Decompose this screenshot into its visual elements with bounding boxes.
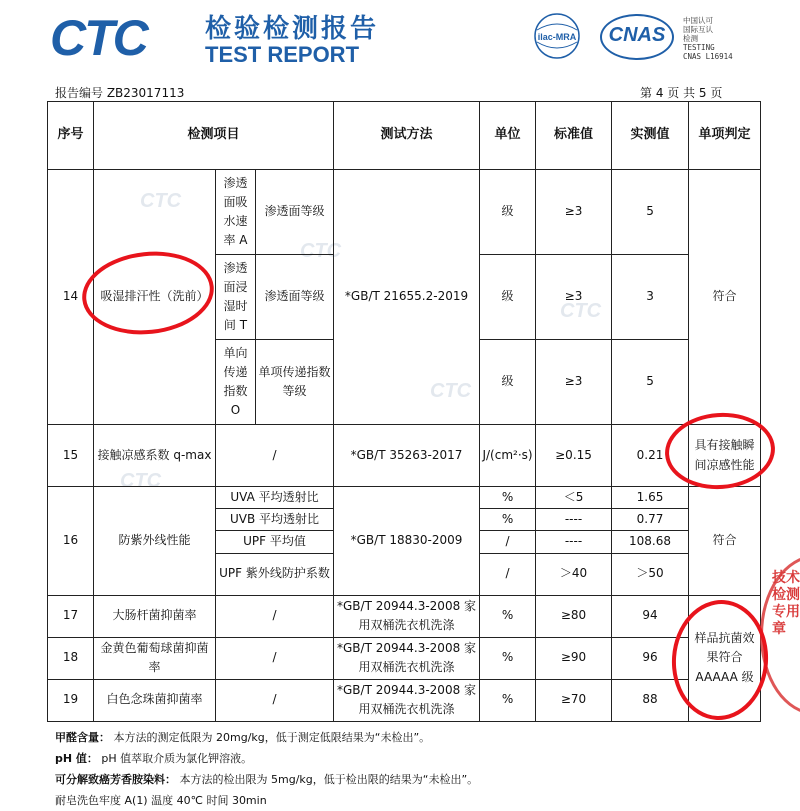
- cell-subitem: /: [216, 595, 334, 637]
- cell-subitem: UPF 平均值: [216, 531, 334, 553]
- cnas-info-line: 检测: [683, 34, 698, 43]
- cell-unit: /: [480, 531, 536, 553]
- table-row: [48, 425, 761, 487]
- header-verdict: 单项判定: [689, 102, 761, 170]
- cell-measured: 5: [612, 170, 689, 255]
- cell-unit: %: [480, 637, 536, 679]
- footnote-label: 甲醛含量：: [55, 731, 110, 744]
- cell-unit: 级: [480, 340, 536, 425]
- cell-subitem: 渗透面浸湿时间 T: [216, 255, 256, 340]
- ctc-watermark: CTC: [560, 300, 602, 322]
- cell-method: *GB/T 35263-2017: [334, 425, 480, 487]
- cell-item: 白色念珠菌抑菌率: [94, 679, 216, 721]
- footnotes: [55, 727, 765, 811]
- cell-no: 14: [48, 170, 94, 425]
- cell-unit: %: [480, 595, 536, 637]
- cell-unit: %: [480, 679, 536, 721]
- cell-no: 15: [48, 425, 94, 487]
- cell-subitem: UVB 平均透射比: [216, 509, 334, 531]
- cell-unit: %: [480, 509, 536, 531]
- cell-unit: 级: [480, 170, 536, 255]
- header-unit: 单位: [480, 102, 536, 170]
- report-title-en: TEST REPORT: [205, 42, 360, 67]
- cell-standard: ≥70: [536, 679, 612, 721]
- cell-subitem: UPF 紫外线防护系数: [216, 553, 334, 595]
- cell-subitem: 单向传递指数 O: [216, 340, 256, 425]
- cell-measured: 1.65: [612, 487, 689, 509]
- cnas-info-line: 国际互认: [683, 25, 713, 34]
- cell-measured: 94: [612, 595, 689, 637]
- ctc-watermark: CTC: [120, 470, 162, 492]
- header-item: 检测项目: [94, 102, 334, 170]
- cell-standard: ≥80: [536, 595, 612, 637]
- test-results-table: [47, 101, 761, 722]
- cell-standard: ≥3: [536, 170, 612, 255]
- cnas-info-line: TESTING: [683, 43, 715, 52]
- table-row: [48, 595, 761, 637]
- ctc-logo: CTC: [50, 10, 147, 66]
- ctc-watermark: CTC: [430, 380, 472, 402]
- cell-method: *GB/T 18830-2009: [334, 487, 480, 596]
- ilac-logo-text: ilac-MRA: [537, 32, 577, 42]
- table-row: [48, 170, 761, 255]
- cell-no: 19: [48, 679, 94, 721]
- header-standard: 标准值: [536, 102, 612, 170]
- cell-verdict: 具有接触瞬间凉感性能: [689, 425, 761, 487]
- cell-unit: 级: [480, 255, 536, 340]
- cell-method: *GB/T 20944.3-2008 家用双桶洗衣机洗涤: [334, 679, 480, 721]
- page-info: 第 4 页 共 5 页: [640, 86, 723, 100]
- header-measured: 实测值: [612, 102, 689, 170]
- cell-standard: ＜5: [536, 487, 612, 509]
- footnote-ph: [55, 748, 765, 769]
- cell-verdict: 符合: [689, 170, 761, 425]
- cnas-logo-text: CNAS: [608, 24, 666, 46]
- ctc-watermark: CTC: [140, 190, 182, 212]
- cnas-logo: [600, 14, 674, 60]
- table-row: [48, 487, 761, 509]
- footnote-azo-dyes: [55, 769, 765, 790]
- cell-standard: ≥90: [536, 637, 612, 679]
- cell-standard: ＞40: [536, 553, 612, 595]
- cell-subitem-grade: 单项传递指数等级: [256, 340, 334, 425]
- table-row: [48, 679, 761, 721]
- cell-unit: J/(cm²·s): [480, 425, 536, 487]
- footnote-wash-fastness: 耐皂洗色牢度 A(1) 温度 40℃ 时间 30min: [55, 794, 267, 807]
- cell-measured: 3: [612, 255, 689, 340]
- cell-item: 吸湿排汗性（洗前）: [94, 170, 216, 425]
- footnote-text: 本方法的测定低限为 20mg/kg，低于测定低限结果为“未检出”。: [113, 731, 431, 744]
- cell-method: *GB/T 20944.3-2008 家用双桶洗衣机洗涤: [334, 637, 480, 679]
- cell-measured: ＞50: [612, 553, 689, 595]
- cell-method: *GB/T 21655.2-2019: [334, 170, 480, 425]
- report-number: 报告编号 ZB23017113: [55, 86, 185, 100]
- table-row: [48, 637, 761, 679]
- cell-no: 16: [48, 487, 94, 596]
- cell-item: 金黄色葡萄球菌抑菌率: [94, 637, 216, 679]
- cell-item: 大肠杆菌抑菌率: [94, 595, 216, 637]
- cell-unit: %: [480, 487, 536, 509]
- ilac-mra-logo: [527, 10, 587, 62]
- stamp-text: 技术检测专用章: [772, 570, 800, 637]
- cell-standard: ≥3: [536, 340, 612, 425]
- footnote-text: 本方法的检出限为 5mg/kg，低于检出限的结果为“未检出”。: [179, 773, 479, 786]
- cell-no: 18: [48, 637, 94, 679]
- cell-unit: /: [480, 553, 536, 595]
- cnas-info-line: CNAS L16914: [683, 52, 733, 61]
- cell-standard: ≥3: [536, 255, 612, 340]
- cell-measured: 108.68: [612, 531, 689, 553]
- ctc-watermark: CTC: [300, 240, 342, 262]
- header-no: 序号: [48, 102, 94, 170]
- cell-subitem: /: [216, 637, 334, 679]
- cell-standard: ----: [536, 509, 612, 531]
- cell-method: *GB/T 20944.3-2008 家用双桶洗衣机洗涤: [334, 595, 480, 637]
- report-header: [0, 0, 800, 80]
- footnote-text: pH 值萃取介质为氯化钾溶液。: [101, 752, 253, 765]
- cell-verdict: 符合: [689, 487, 761, 596]
- cell-measured: 0.77: [612, 509, 689, 531]
- footnote-formaldehyde: [55, 727, 765, 748]
- cell-measured: 0.21: [612, 425, 689, 487]
- footnote-label: 可分解致癌芳香胺染料：: [55, 773, 176, 786]
- cell-verdict: 样品抗菌效果符合 AAAAA 级: [689, 595, 761, 721]
- cell-subitem: /: [216, 425, 334, 487]
- cnas-accreditation-info: [683, 16, 773, 61]
- cell-subitem: /: [216, 679, 334, 721]
- cell-measured: 88: [612, 679, 689, 721]
- cell-subitem: 渗透面吸水速率 A: [216, 170, 256, 255]
- cell-no: 17: [48, 595, 94, 637]
- cnas-info-line: 中国认可: [683, 16, 713, 25]
- cell-measured: 5: [612, 340, 689, 425]
- table-header-row: [48, 102, 761, 170]
- cell-standard: ≥0.15: [536, 425, 612, 487]
- cell-item: 接触凉感系数 q-max: [94, 425, 216, 487]
- cell-item: 防紫外线性能: [94, 487, 216, 596]
- cell-subitem-grade: 渗透面等级: [256, 255, 334, 340]
- cell-standard: ----: [536, 531, 612, 553]
- cell-subitem: UVA 平均透射比: [216, 487, 334, 509]
- report-title-cn: 检验检测报告: [205, 14, 380, 44]
- cell-measured: 96: [612, 637, 689, 679]
- footnote-label: pH 值：: [55, 752, 98, 765]
- cell-subitem-grade: 渗透面等级: [256, 170, 334, 255]
- header-method: 测试方法: [334, 102, 480, 170]
